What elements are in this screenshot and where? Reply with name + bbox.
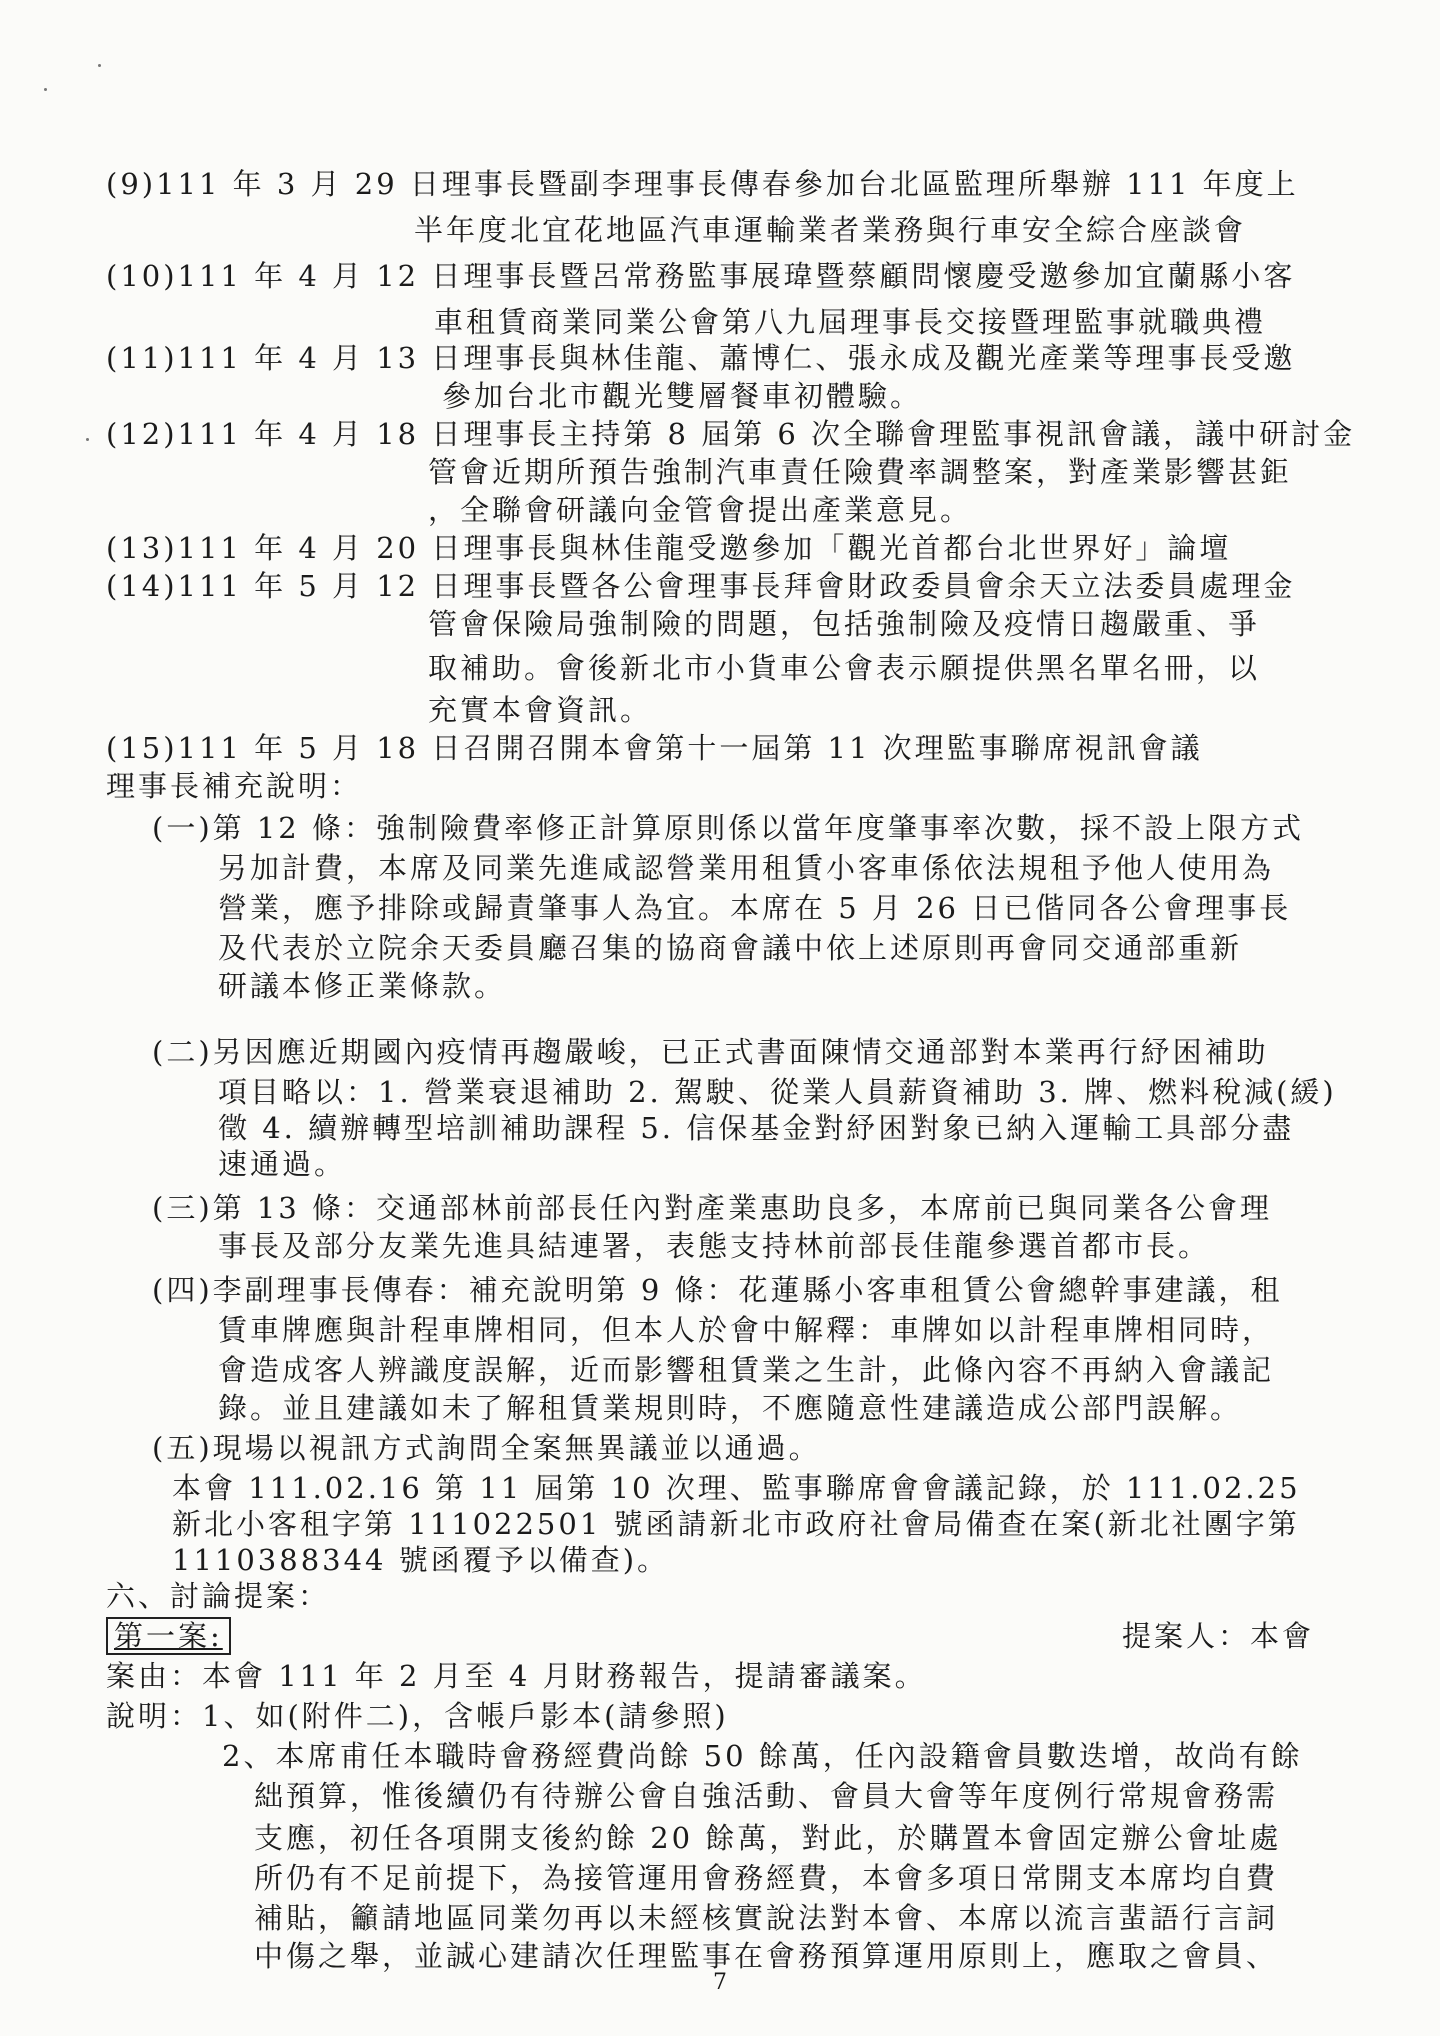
record-note-line-3: 1110388344 號函覆予以備查)。 bbox=[172, 1543, 670, 1577]
case-reason: 案由：本會 111 年 2 月至 4 月財務報告，提請審議案。 bbox=[106, 1659, 927, 1693]
supplement-3-line-2: 事長及部分友業先進具結連署，表態支持林前部長佳龍參選首都市長。 bbox=[218, 1229, 1211, 1263]
item-13-line: (13)111 年 4 月 20 日理事長與林佳龍受邀參加「觀光首都台北世界好」論壇 bbox=[106, 531, 1232, 565]
item-14-line-2: 管會保險局強制險的問題，包括強制險及疫情日趨嚴重、爭 bbox=[428, 607, 1261, 641]
supplement-1-line-4: 及代表於立院余天委員廳召集的協商會議中依上述原則再會同交通部重新 bbox=[218, 931, 1243, 965]
supplement-3-line-1: (三)第 13 條：交通部林前部長任內對產業惠助良多，本席前已與同業各公會理 bbox=[152, 1191, 1272, 1225]
explanation-2-line-2: 絀預算，惟後續仍有待辦公會自強活動、會員大會等年度例行常規會務需 bbox=[254, 1779, 1279, 1813]
item-12-line-1: (12)111 年 4 月 18 日理事長主持第 8 屆第 6 次全聯會理監事視訊會議，議中研討金 bbox=[106, 417, 1356, 451]
scan-speck bbox=[44, 88, 47, 91]
item-10-line-1: (10)111 年 4 月 12 日理事長暨呂常務監事展瑋暨蔡顧問懷慶受邀參加宜蘭縣小客 bbox=[106, 259, 1296, 293]
supplement-1-line-2: 另加計費，本席及同業先進咸認營業用租賃小客車係依法規租予他人使用為 bbox=[218, 851, 1275, 885]
supplement-4-line-2: 賃車牌應與計程車牌相同，但本人於會中解釋：車牌如以計程車牌相同時， bbox=[218, 1313, 1275, 1347]
supplement-4-line-4: 錄。並且建議如未了解租賃業規則時，不應隨意性建議造成公部門誤解。 bbox=[218, 1391, 1243, 1425]
supplement-4-line-1: (四)李副理事長傳春：補充說明第 9 條：花蓮縣小客車租賃公會總幹事建議，租 bbox=[152, 1273, 1283, 1307]
item-12-line-3: ，全聯會研議向金管會提出產業意見。 bbox=[428, 493, 973, 527]
explanation-2-line-1: 2、本席甫任本職時會務經費尚餘 50 餘萬，任內設籍會員數迭增，故尚有餘 bbox=[222, 1739, 1303, 1773]
supplement-2-line-2: 項目略以：1. 營業衰退補助 2. 駕駛、從業人員薪資補助 3. 牌、燃料稅減(緩) bbox=[218, 1075, 1337, 1109]
item-9-line-2: 半年度北宜花地區汽車運輸業者業務與行車安全綜合座談會 bbox=[414, 213, 1247, 247]
item-14-line-1: (14)111 年 5 月 12 日理事長暨各公會理事長拜會財政委員會余天立法委員處理金 bbox=[106, 569, 1296, 603]
item-15-line: (15)111 年 5 月 18 日召開召開本會第十一屆第 11 次理監事聯席視訊會議 bbox=[106, 731, 1203, 765]
item-14-line-4: 充實本會資訊。 bbox=[428, 693, 653, 727]
supplement-2-line-4: 速通過。 bbox=[218, 1147, 347, 1181]
item-11-line-1: (11)111 年 4 月 13 日理事長與林佳龍、蕭博仁、張永成及觀光產業等理事長受邀 bbox=[106, 341, 1296, 375]
explanation-2-line-3: 支應，初任各項開支後約餘 20 餘萬，對此，於購置本會固定辦公會址處 bbox=[254, 1821, 1282, 1855]
scan-speck bbox=[86, 438, 89, 441]
explanation-2-line-4: 所仍有不足前提下，為接管運用會務經費，本會多項日常開支本席均自費 bbox=[254, 1861, 1279, 1895]
record-note-line-1: 本會 111.02.16 第 11 屆第 10 次理、監事聯席會會議記錄，於 111.02.25 bbox=[172, 1471, 1301, 1505]
explanation-2-line-5: 補貼，籲請地區同業勿再以未經核實說法對本會、本席以流言蜚語行言詞 bbox=[254, 1901, 1279, 1935]
supplement-1-line-5: 研議本修正業條款。 bbox=[218, 969, 507, 1003]
page-number: 7 bbox=[713, 1970, 727, 1995]
supplement-1-line-3: 營業，應予排除或歸責肇事人為宜。本席在 5 月 26 日已偕同各公會理事長 bbox=[218, 891, 1292, 925]
item-14-line-3: 取補助。會後新北市小貨車公會表示願提供黑名單名冊，以 bbox=[428, 651, 1261, 685]
proposer: 提案人：本會 bbox=[1122, 1619, 1315, 1653]
supplement-2-line-1: (二)另因應近期國內疫情再趨嚴峻，已正式書面陳情交通部對本業再行紓困補助 bbox=[152, 1035, 1269, 1069]
record-note-line-2: 新北小客租字第 111022501 號函請新北市政府社會局備查在案(新北社團字第 bbox=[172, 1507, 1300, 1541]
item-9-line-1: (9)111 年 3 月 29 日理事長暨副李理事長傳春參加台北區監理所舉辦 111 年度上 bbox=[106, 167, 1299, 201]
supplement-2-line-3: 徵 4. 續辦轉型培訓補助課程 5. 信保基金對紓困對象已納入運輸工具部分盡 bbox=[218, 1111, 1295, 1145]
item-10-line-2: 車租賃商業同業公會第八九屆理事長交接暨理監事就職典禮 bbox=[434, 305, 1267, 339]
supplement-heading: 理事長補充說明： bbox=[106, 769, 363, 803]
explanation-1: 說明：1、如(附件二)，含帳戶影本(請參照) bbox=[106, 1699, 729, 1733]
supplement-1-line-1: (一)第 12 條：強制險費率修正計算原則係以當年度肇事率次數，採不設上限方式 bbox=[152, 811, 1304, 845]
supplement-5-line: (五)現場以視訊方式詢問全案無異議並以通過。 bbox=[152, 1431, 821, 1465]
explanation-2-line-6: 中傷之舉，並誠心建請次任理監事在會務預算運用原則上，應取之會員、 bbox=[254, 1939, 1279, 1973]
case-one-label bbox=[106, 1616, 231, 1656]
item-11-line-2: 參加台北市觀光雙層餐車初體驗。 bbox=[442, 379, 923, 413]
item-12-line-2: 管會近期所預告強制汽車責任險費率調整案，對產業影響甚鉅 bbox=[428, 455, 1293, 489]
section-six-heading: 六、討論提案： bbox=[106, 1579, 331, 1613]
case-one-box: 第一案: bbox=[106, 1617, 231, 1655]
supplement-4-line-3: 會造成客人辨識度誤解，近而影響租賃業之生計，此條內容不再納入會議記 bbox=[218, 1353, 1275, 1387]
scan-speck bbox=[98, 64, 101, 67]
